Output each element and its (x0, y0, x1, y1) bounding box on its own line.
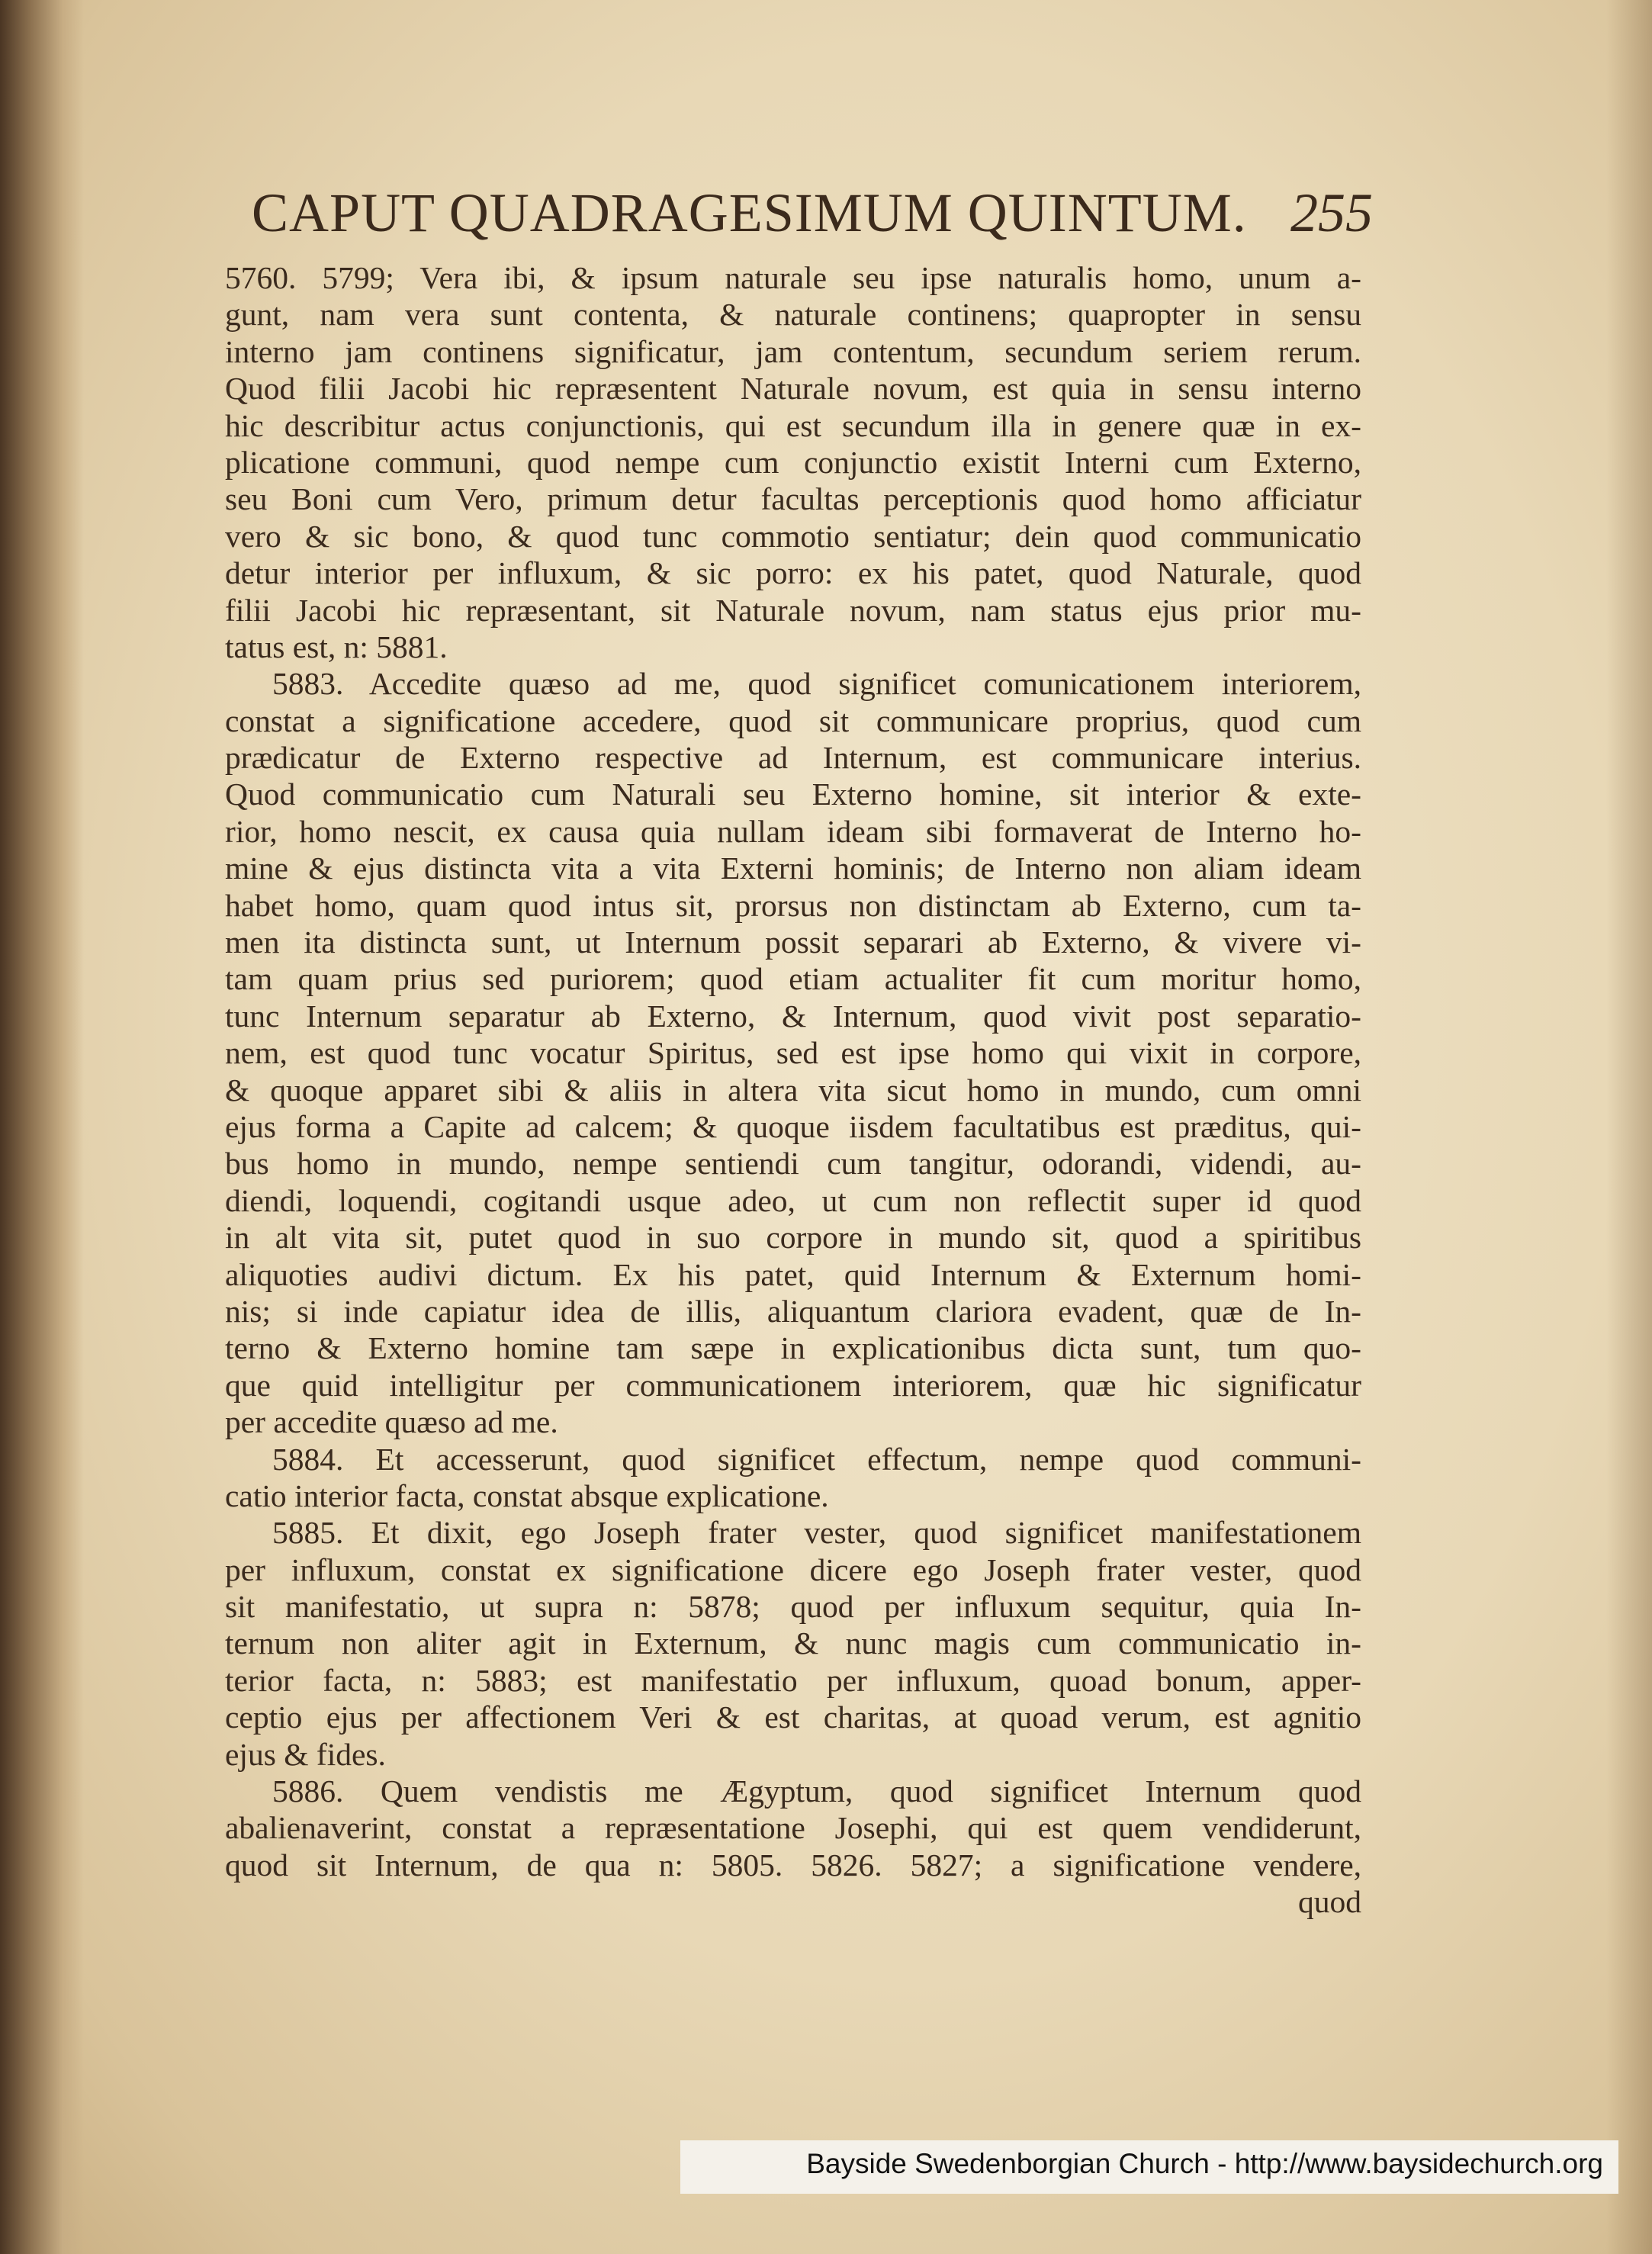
text-line: men ita distincta sunt, ut Internum possit separari ab Externo, & vivere vi- (225, 924, 1361, 960)
text-line: que quid intelligitur per communicationem interiorem, quæ hic significatur (225, 1367, 1361, 1403)
text-line: sit manifestatio, ut supra n: 5878; quod per influxum sequitur, quia In- (225, 1589, 1361, 1625)
text-line: abalienaverint, constat a repræsentatione Josephi, qui est quem vendiderunt, (225, 1810, 1361, 1846)
text-line: hic describitur actus conjunctionis, qui est secundum illa in genere quæ in ex- (225, 407, 1361, 443)
catchword: quod (1298, 1884, 1361, 1920)
book-gutter-shadow (0, 0, 84, 2254)
text-line: in alt vita sit, putet quod in suo corpore in mundo sit, quod a spiritibus (225, 1220, 1361, 1256)
text-line: Quod communicatio cum Naturali seu Externo homine, sit interior & exte- (225, 777, 1361, 812)
text-line: interno jam continens significatur, jam contentum, secundum seriem rerum. (225, 333, 1361, 369)
footer-credit: Bayside Swedenborgian Church - http://www.baysidechurch.org (806, 2148, 1603, 2179)
text-line: seu Boni cum Vero, primum detur facultas perceptionis quod homo afficiatur (225, 481, 1361, 517)
text-line: per influxum, constat ex significatione dicere ego Joseph frater vester, quod (225, 1551, 1361, 1587)
text-line: filii Jacobi hic repræsentant, sit Naturale novum, nam status ejus prior mu- (225, 592, 1361, 628)
text-line: bus homo in mundo, nempe sentiendi cum tangitur, odorandi, videndi, au- (225, 1146, 1361, 1182)
text-line: terior facta, n: 5883; est manifestatio per influxum, quoad bonum, apper- (225, 1662, 1361, 1698)
text-line: ceptio ejus per affectionem Veri & est charitas, at quoad verum, est agnitio (225, 1699, 1361, 1735)
text-line: 5760. 5799; Vera ibi, & ipsum naturale seu ipse naturalis homo, unum a- (225, 260, 1361, 295)
paragraph-start-5885: 5885. Et dixit, ego Joseph frater vester, quod significet manifestationem (272, 1515, 1361, 1551)
paragraph-start-5883: 5883. Accedite quæso ad me, quod significet comunicationem interiorem, (272, 666, 1361, 702)
paragraph-start-5884: 5884. Et accesserunt, quod significet effectum, nempe quod communi- (272, 1441, 1361, 1477)
text-line: constat a significatione accedere, quod sit communicare proprius, quod cum (225, 703, 1361, 738)
text-line: ternum non aliter agit in Externum, & nunc magis cum communicatio in- (225, 1625, 1361, 1661)
text-line: tam quam prius sed puriorem; quod etiam actualiter fit cum moritur homo, (225, 961, 1361, 997)
page-header (252, 182, 1373, 250)
text-line: tunc Internum separatur ab Externo, & Internum, quod vivit post separatio- (225, 998, 1361, 1034)
text-line: aliquoties audivi dictum. Ex his patet, quid Internum & Externum homi- (225, 1256, 1361, 1292)
text-line: nis; si inde capiatur idea de illis, aliquantum clariora evadent, quæ de In- (225, 1293, 1361, 1329)
text-line: gunt, nam vera sunt contenta, & naturale continens; quapropter in sensu (225, 297, 1361, 333)
text-line: mine & ejus distincta vita a vita Externi hominis; de Interno non aliam ideam (225, 850, 1361, 886)
text-line: prædicatur de Externo respective ad Internum, est communicare interius. (225, 740, 1361, 776)
text-line: Quod filii Jacobi hic repræsentent Naturale novum, est quia in sensu interno (225, 371, 1361, 407)
text-line: detur interior per influxum, & sic porro: ex his patet, quod Naturale, quod (225, 555, 1361, 591)
text-line: habet homo, quam quod intus sit, prorsus non distinctam ab Externo, cum ta- (225, 887, 1361, 923)
text-line: tatus est, n: 5881. (225, 629, 448, 664)
text-line: diendi, loquendi, cogitandi usque adeo, ut cum non reflectit super id quod (225, 1182, 1361, 1218)
text-line: & quoque apparet sibi & aliis in altera vita sicut homo in mundo, cum omni (225, 1072, 1361, 1108)
running-title: CAPUT QUADRAGESIMUM QUINTUM. (252, 182, 1247, 243)
body-text (225, 259, 1361, 1921)
text-line: rior, homo nescit, ex causa quia nullam ideam sibi formaverat de Interno ho- (225, 813, 1361, 849)
page-number: 255 (1290, 182, 1373, 243)
text-line: nem, est quod tunc vocatur Spiritus, sed est ipse homo qui vixit in corpore, (225, 1035, 1361, 1071)
page-edge-shadow (1606, 0, 1652, 2254)
text-line: vero & sic bono, & quod tunc commotio sentiatur; dein quod communicatio (225, 518, 1361, 554)
paragraph-start-5886: 5886. Quem vendistis me Ægyptum, quod significet Internum quod (272, 1773, 1361, 1809)
text-line: ejus forma a Capite ad calcem; & quoque iisdem facultatibus est præditus, qui- (225, 1108, 1361, 1144)
text-line: terno & Externo homine tam sæpe in explicationibus dicta sunt, tum quo- (225, 1330, 1361, 1366)
text-line: ejus & fides. (225, 1736, 386, 1772)
text-line: per accedite quæso ad me. (225, 1404, 558, 1440)
text-line: catio interior facta, constat absque explicatione. (225, 1477, 829, 1513)
text-line: quod sit Internum, de qua n: 5805. 5826. 5827; a significatione vendere, (225, 1847, 1361, 1883)
text-line: plicatione communi, quod nempe cum conjunctio existit Interni cum Externo, (225, 444, 1361, 480)
